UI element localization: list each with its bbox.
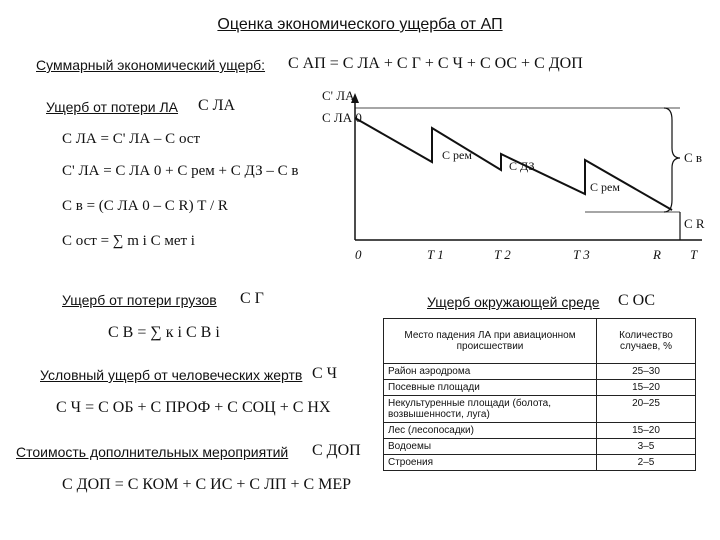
eq-depreciation: C в = (C ЛА 0 – C R) T / R [62, 198, 228, 214]
table-cell-value: 15–20 [597, 380, 696, 396]
label-dz: C ДЗ [509, 159, 535, 173]
label-rem-1: C рем [442, 148, 472, 162]
x-label-t: T [690, 247, 698, 262]
table-header-row [384, 319, 696, 364]
human-loss-label: Условный ущерб от человеческих жертв [40, 367, 303, 383]
table-cell-place: Водоемы [384, 439, 597, 455]
eq-la-prime: C' ЛА = C ЛА 0 + C рем + C ДЗ – C в [62, 163, 299, 179]
eq-cargo: C В = ∑ к i C В i [108, 324, 220, 341]
x-label-t1: T 1 [427, 247, 444, 262]
table-row [384, 423, 696, 439]
crash-location-table [383, 318, 696, 471]
eq-residual: C ост = ∑ m i C мет i [62, 233, 195, 249]
extra-measures-label: Стоимость дополнительных мероприятий [16, 444, 289, 460]
table-row [384, 380, 696, 396]
y-label-cprime: C' ЛА [322, 88, 355, 103]
eq-human: C Ч = C ОБ + C ПРОФ + C СОЦ + C НХ [56, 399, 331, 416]
page-title: Оценка экономического ущерба от АП [217, 16, 503, 33]
label-rem-2: C рем [590, 180, 620, 194]
table-row [384, 439, 696, 455]
table-row [384, 396, 696, 423]
cargo-loss-label: Ущерб от потери грузов [62, 292, 217, 308]
env-damage-symbol: C ОС [618, 292, 656, 309]
table-cell-place: Лес (лесопосадки) [384, 423, 597, 439]
label-cv: C в [684, 150, 703, 165]
table-cell-value: 25–30 [597, 364, 696, 380]
table-cell-place: Строения [384, 455, 597, 471]
eq-la: C ЛА = C' ЛА – C ост [62, 131, 201, 147]
table-cell-place: Посевные площади [384, 380, 597, 396]
aircraft-loss-symbol: C ЛА [198, 97, 236, 114]
table-row [384, 364, 696, 380]
label-cr: C R [684, 216, 705, 231]
aircraft-loss-label: Ущерб от потери ЛА [46, 99, 179, 115]
x-label-t3: T 3 [573, 247, 590, 262]
table-header-place: Место падения ЛА при авиационном происшествии [384, 319, 597, 364]
x-label-0: 0 [355, 247, 362, 262]
table-cell-place: Некультуренные площади (болота, возвышенности, луга) [384, 396, 597, 423]
extra-measures-symbol: C ДОП [312, 442, 361, 459]
x-label-t2: T 2 [494, 247, 511, 262]
table-cell-value: 20–25 [597, 396, 696, 423]
table-row [384, 455, 696, 471]
table-cell-value: 3–5 [597, 439, 696, 455]
table-cell-place: Район аэродрома [384, 364, 597, 380]
y-label-cla0: C ЛА 0 [322, 110, 362, 125]
eq-extra: C ДОП = C КОМ + C ИС + C ЛП + C МЕР [62, 476, 352, 493]
total-damage-formula: C АП = C ЛА + C Г + C Ч + C ОС + C ДОП [288, 55, 583, 72]
cargo-loss-symbol: C Г [240, 290, 264, 307]
total-damage-label: Суммарный экономический ущерб: [36, 57, 266, 73]
table-cell-value: 15–20 [597, 423, 696, 439]
x-label-r: R [653, 247, 661, 262]
env-damage-label: Ущерб окружающей среде [427, 294, 600, 310]
human-loss-symbol: C Ч [312, 365, 338, 382]
table-cell-value: 2–5 [597, 455, 696, 471]
table-header-cases: Количество случаев, % [597, 319, 696, 364]
cv-brace [664, 108, 680, 212]
